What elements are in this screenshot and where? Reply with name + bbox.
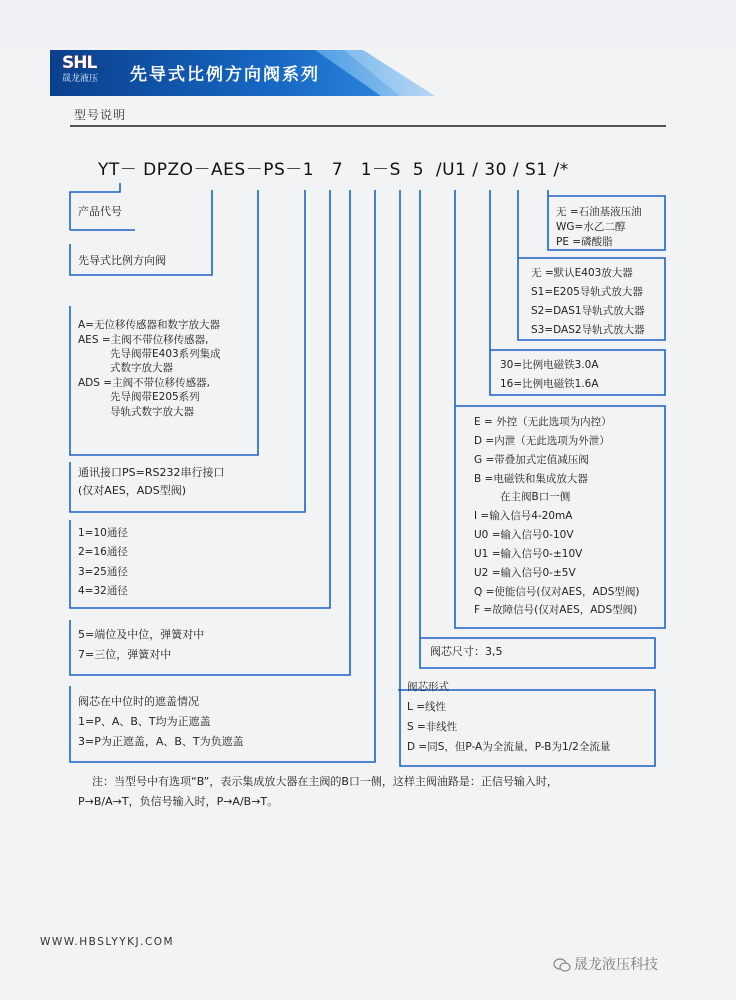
- option-b-2: 在主阀B口一侧: [500, 491, 571, 503]
- note-line-2: P→B/A→T，负信号输入时，P→A/B→T。: [78, 795, 279, 808]
- amp-ads-text-3: 导轨式数字放大器: [110, 406, 194, 418]
- amp-type-4: S3=DAS2导轨式放大器: [531, 324, 645, 336]
- comm-text-2: (仅对AES，ADS型阀): [78, 484, 187, 497]
- option-e: E = 外控（无此选项为内控）: [474, 416, 612, 428]
- spool-form-title: 阀芯形式: [407, 681, 449, 693]
- option-u1: U1 =输入信号0-±10V: [474, 548, 583, 560]
- logo-mark: SHL: [62, 53, 97, 73]
- watermark-text: 晟龙液压科技: [574, 957, 658, 973]
- page-title: 先导式比例方向阀系列: [130, 65, 320, 85]
- size-3: 3=25通径: [78, 566, 128, 578]
- option-f: F =故障信号(仅对AES，ADS型阀): [474, 604, 638, 616]
- solenoid-1: 30=比例电磁铁3.0A: [500, 359, 599, 371]
- option-g: G =带叠加式定值减压阀: [474, 454, 589, 466]
- note-line-1: 注：当型号中有选项“B”，表示集成放大器在主阀的B口一侧，这样主阀油路是：正信号输入时，: [92, 775, 558, 788]
- spool-l: L =线性: [407, 701, 446, 713]
- fluid-2: WG=水乙二醇: [556, 221, 626, 233]
- option-i: I =输入信号4-20mA: [474, 510, 573, 522]
- option-b-1: B =电磁铁和集成放大器: [474, 473, 588, 485]
- spool-s: S =非线性: [407, 721, 458, 733]
- fluid-3: PE =磷酸脂: [556, 236, 613, 248]
- footer-url[interactable]: WWW.HBSLYYKJ.COM: [40, 936, 175, 948]
- fluid-1: 无 =石油基液压油: [556, 206, 642, 218]
- option-q: Q =使能信号(仅对AES，ADS型阀): [474, 586, 640, 598]
- logo-subtitle: 晟龙液压: [62, 74, 99, 84]
- product-code-label: 产品代号: [78, 205, 122, 218]
- amp-type-2: S1=E205导轨式放大器: [531, 286, 643, 298]
- amp-type-3: S2=DAS1导轨式放大器: [531, 305, 645, 317]
- cover-3: 3=P为正遮盖，A、B、T为负遮盖: [78, 735, 244, 748]
- size-4: 4=32通径: [78, 585, 128, 597]
- cover-1: 1=P、A、B、T均为正遮盖: [78, 715, 211, 728]
- solenoid-2: 16=比例电磁铁1.6A: [500, 378, 599, 390]
- cover-title: 阀芯在中位时的遮盖情况: [78, 695, 199, 708]
- amp-ads-text-2: 先导阀带E205系列: [110, 391, 200, 403]
- spool-d: D =同S，但P-A为全流量，P-B为1/2全流量: [407, 741, 611, 753]
- wechat-icon: [553, 958, 571, 972]
- position-1: 5=端位及中位，弹簧对中: [78, 628, 205, 641]
- amp-type-1: 无 =默认E403放大器: [531, 267, 633, 279]
- spool-size: 阀芯尺寸：3,5: [430, 645, 503, 658]
- size-1: 1=10通径: [78, 527, 128, 539]
- size-2: 2=16通径: [78, 546, 128, 558]
- position-2: 7=三位，弹簧对中: [78, 648, 172, 661]
- amp-a-text: A=无位移传感器和数字放大器: [78, 319, 220, 331]
- option-u2: U2 =输入信号0-±5V: [474, 567, 576, 579]
- model-code: YT－ DPZO－AES－PS－1 7 1－S 5 /U1 / 30 / S1 /*: [98, 160, 569, 180]
- section-title: 型号说明: [74, 108, 127, 122]
- line-options: [455, 190, 665, 628]
- option-d: D =内泄（无此选项为外泄）: [474, 435, 610, 447]
- valve-name-label: 先导式比例方向阀: [78, 254, 166, 267]
- amp-aes-text-3: 式数字放大器: [110, 362, 173, 374]
- amp-ads-text-1: ADS =主阀不带位移传感器,: [78, 377, 210, 389]
- amp-aes-text-1: AES =主阀不带位移传感器,: [78, 334, 209, 346]
- comm-text-1: 通讯接口PS=RS232串行接口: [78, 466, 225, 479]
- amp-aes-text-2: 先导阀带E403系列集成: [110, 348, 221, 360]
- option-u0: U0 =输入信号0-10V: [474, 529, 574, 541]
